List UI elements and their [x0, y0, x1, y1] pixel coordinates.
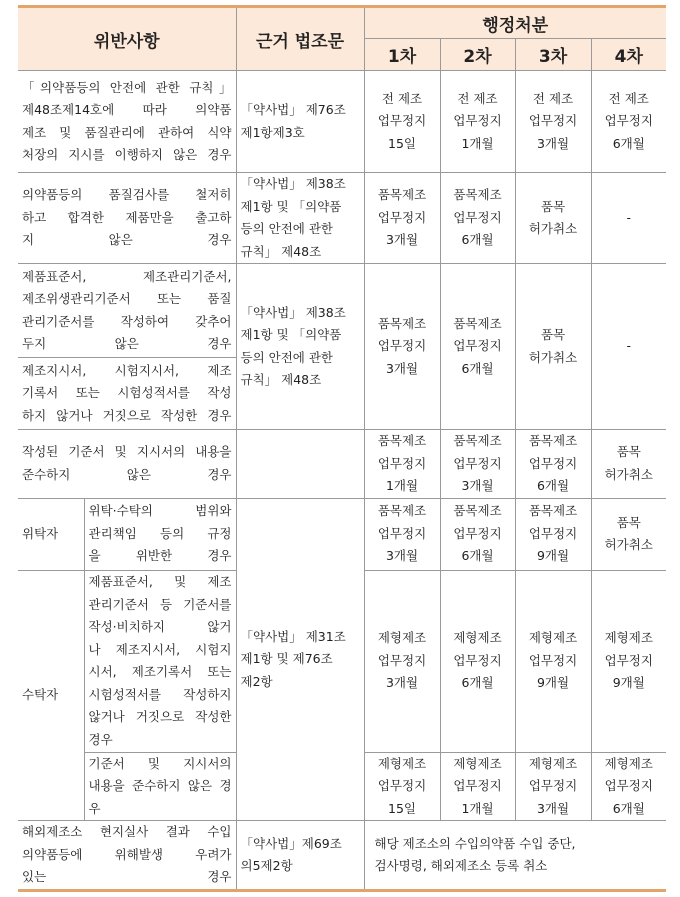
action-cell: 품목제조 업무정지 3개월 — [440, 430, 515, 499]
action-cell: 제형제조 업무정지 3개월 — [364, 570, 440, 752]
violation-cell: 제품표준서, 및 제조 관리기준서 등 기준서를 작성·비치하지 않거 나 제조지시서, 시험지 시서, 제조기록서 또는 시험성적서를 작성하지 않거나 거짓으로 작성한 경우 — [84, 570, 236, 752]
action-cell: 품목 허가취소 — [591, 498, 666, 570]
header-violation: 위반사항 — [18, 7, 236, 71]
action-cell: 품목제조 업무정지 6개월 — [440, 498, 515, 570]
trustee-label: 수탁자 — [18, 570, 84, 821]
action-cell: 전 제조 업무정지 6개월 — [591, 71, 666, 173]
action-cell: 품목제조 업무정지 3개월 — [364, 173, 440, 264]
table-row — [18, 173, 666, 264]
header-admin-action: 행정처분 — [364, 7, 666, 39]
action-cell: - — [591, 264, 666, 430]
table-row — [18, 71, 666, 173]
action-cell: - — [591, 173, 666, 264]
action-cell: 품목 허가취소 — [515, 173, 591, 264]
action-cell: 전 제조 업무정지 15일 — [364, 71, 440, 173]
header-round-1: 1차 — [364, 39, 440, 71]
basis-cell-empty — [236, 430, 364, 499]
violation-cell: 위탁·수탁의 범위와 관리책임 등의 규정 을 위반한 경우 — [84, 498, 236, 570]
basis-cell: 「약사법」 제76조 제1항제3호 — [236, 71, 364, 173]
violation-cell: 제조지시서, 시험지시서, 제조 기록서 또는 시험성적서를 작성 하지 않거나 거짓으로 작성한 경우 — [18, 358, 236, 430]
action-cell: 품목제조 업무정지 6개월 — [440, 173, 515, 264]
action-cell: 품목제조 업무정지 9개월 — [515, 498, 591, 570]
action-cell: 제형제조 업무정지 3개월 — [515, 752, 591, 821]
header-round-3: 3차 — [515, 39, 591, 71]
action-cell: 전 제조 업무정지 1개월 — [440, 71, 515, 173]
action-cell: 품목제조 업무정지 3개월 — [364, 498, 440, 570]
action-cell: 제형제조 업무정지 1개월 — [440, 752, 515, 821]
action-cell: 품목 허가취소 — [515, 264, 591, 430]
action-cell: 품목 허가취소 — [591, 430, 666, 499]
action-cell: 제형제조 업무정지 9개월 — [591, 570, 666, 752]
basis-cell: 「약사법」 제31조 제1항 및 제76조 제2항 — [236, 498, 364, 821]
administrative-sanctions-table — [18, 5, 666, 892]
header-legal-basis: 근거 법조문 — [236, 7, 364, 71]
table-row — [18, 821, 666, 891]
action-cell: 해당 제조소의 수입의약품 수입 중단, 검사명령, 해외제조소 등록 취소 — [364, 821, 666, 891]
action-cell: 제형제조 업무정지 6개월 — [440, 570, 515, 752]
action-cell: 품목제조 업무정지 1개월 — [364, 430, 440, 499]
table-row — [18, 498, 666, 570]
header-round-4: 4차 — [591, 39, 666, 71]
action-cell: 품목제조 업무정지 6개월 — [440, 264, 515, 430]
violation-cell: 의약품등의 품질검사를 철저히 하고 합격한 제품만을 출고하 지 않은 경우 — [18, 173, 236, 264]
violation-cell: 제품표준서, 제조관리기준서, 제조위생관리기준서 또는 품질 관리기준서를 작성하여 갖추어 두지 않은 경우 — [18, 264, 236, 358]
basis-cell: 「약사법」 제38조 제1항 및 「의약품 등의 안전에 관한 규칙」 제48조 — [236, 173, 364, 264]
violation-cell: 「의약품등의 안전에 관한 규칙」 제48조제14호에 따라 의약품 제조 및 품질관리에 관하여 식약 처장의 지시를 이행하지 않은 경우 — [18, 71, 236, 173]
action-cell: 전 제조 업무정지 3개월 — [515, 71, 591, 173]
consignor-label: 위탁자 — [18, 498, 84, 570]
action-cell: 제형제조 업무정지 9개월 — [515, 570, 591, 752]
action-cell: 제형제조 업무정지 6개월 — [591, 752, 666, 821]
violation-cell: 기준서 및 지시서의 내용을 준수하지 않은 경우 — [84, 752, 236, 821]
violation-cell: 해외제조소 현지실사 결과 수입 의약품등에 위해발생 우려가 있는 경우 — [18, 821, 236, 891]
table-row — [18, 430, 666, 499]
action-cell: 품목제조 업무정지 6개월 — [515, 430, 591, 499]
basis-cell: 「약사법」제69조 의5제2항 — [236, 821, 364, 891]
table-row — [18, 264, 666, 358]
action-cell: 품목제조 업무정지 3개월 — [364, 264, 440, 430]
header-round-2: 2차 — [440, 39, 515, 71]
violation-cell: 작성된 기준서 및 지시서의 내용을 준수하지 않은 경우 — [18, 430, 236, 499]
basis-cell: 「약사법」 제38조 제1항 및 「의약품 등의 안전에 관한 규칙」 제48조 — [236, 264, 364, 430]
action-cell: 제형제조 업무정지 15일 — [364, 752, 440, 821]
